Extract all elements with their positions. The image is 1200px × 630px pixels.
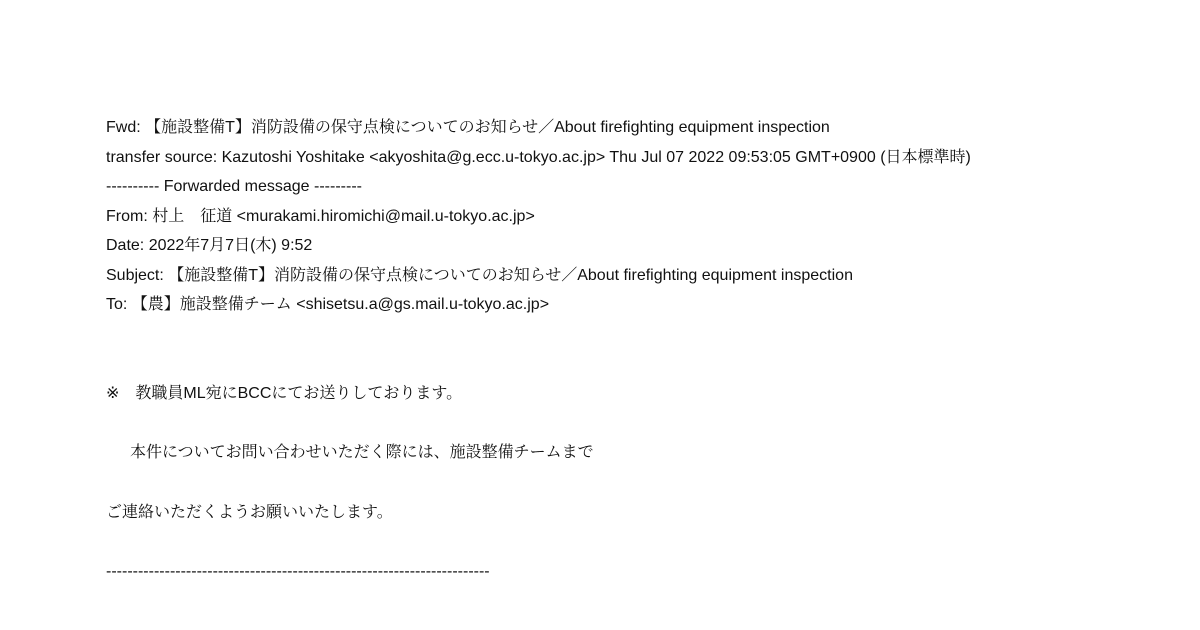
spacer (106, 468, 1186, 498)
date-line: Date: 2022年7月7日(木) 9:52 (106, 237, 313, 254)
spacer (106, 527, 1186, 557)
transfer-source-line: transfer source: Kazutoshi Yoshitake <akyoshita@g.ecc.u-tokyo.ac.jp> Thu Jul 07 2022 09:53:05 GMT+0900 (日本標準時) (106, 148, 971, 166)
to-line: To: 【農】施設整備チーム <shisetsu.a@gs.mail.u-tokyo.ac.jp> (106, 296, 550, 313)
bcc-note: ※ 教職員ML宛にBCCにてお送りしております。 (106, 384, 463, 402)
spacer (106, 320, 1186, 379)
inquiry-text: 本件についてお問い合わせいただく際には、施設整備チームまで (130, 444, 594, 461)
contact-request-text: ご連絡いただくようお願いいたします。 (106, 503, 393, 521)
forwarded-message-marker: ---------- Forwarded message --------- (106, 178, 362, 195)
from-line: From: 村上 征道 <murakami.hiromichi@mail.u-tokyo.ac.jp> (106, 207, 535, 225)
email-document (106, 113, 1186, 587)
spacer (106, 408, 1186, 438)
subject-line: Subject: 【施設整備T】消防設備の保守点検についてのお知らせ／About firefighting equipment inspection (106, 266, 853, 284)
forward-subject-line: Fwd: 【施設整備T】消防設備の保守点検についてのお知らせ／About firefighting equipment inspection (106, 119, 830, 136)
separator-line: ------------------------------------------------------------------------ (106, 563, 490, 580)
